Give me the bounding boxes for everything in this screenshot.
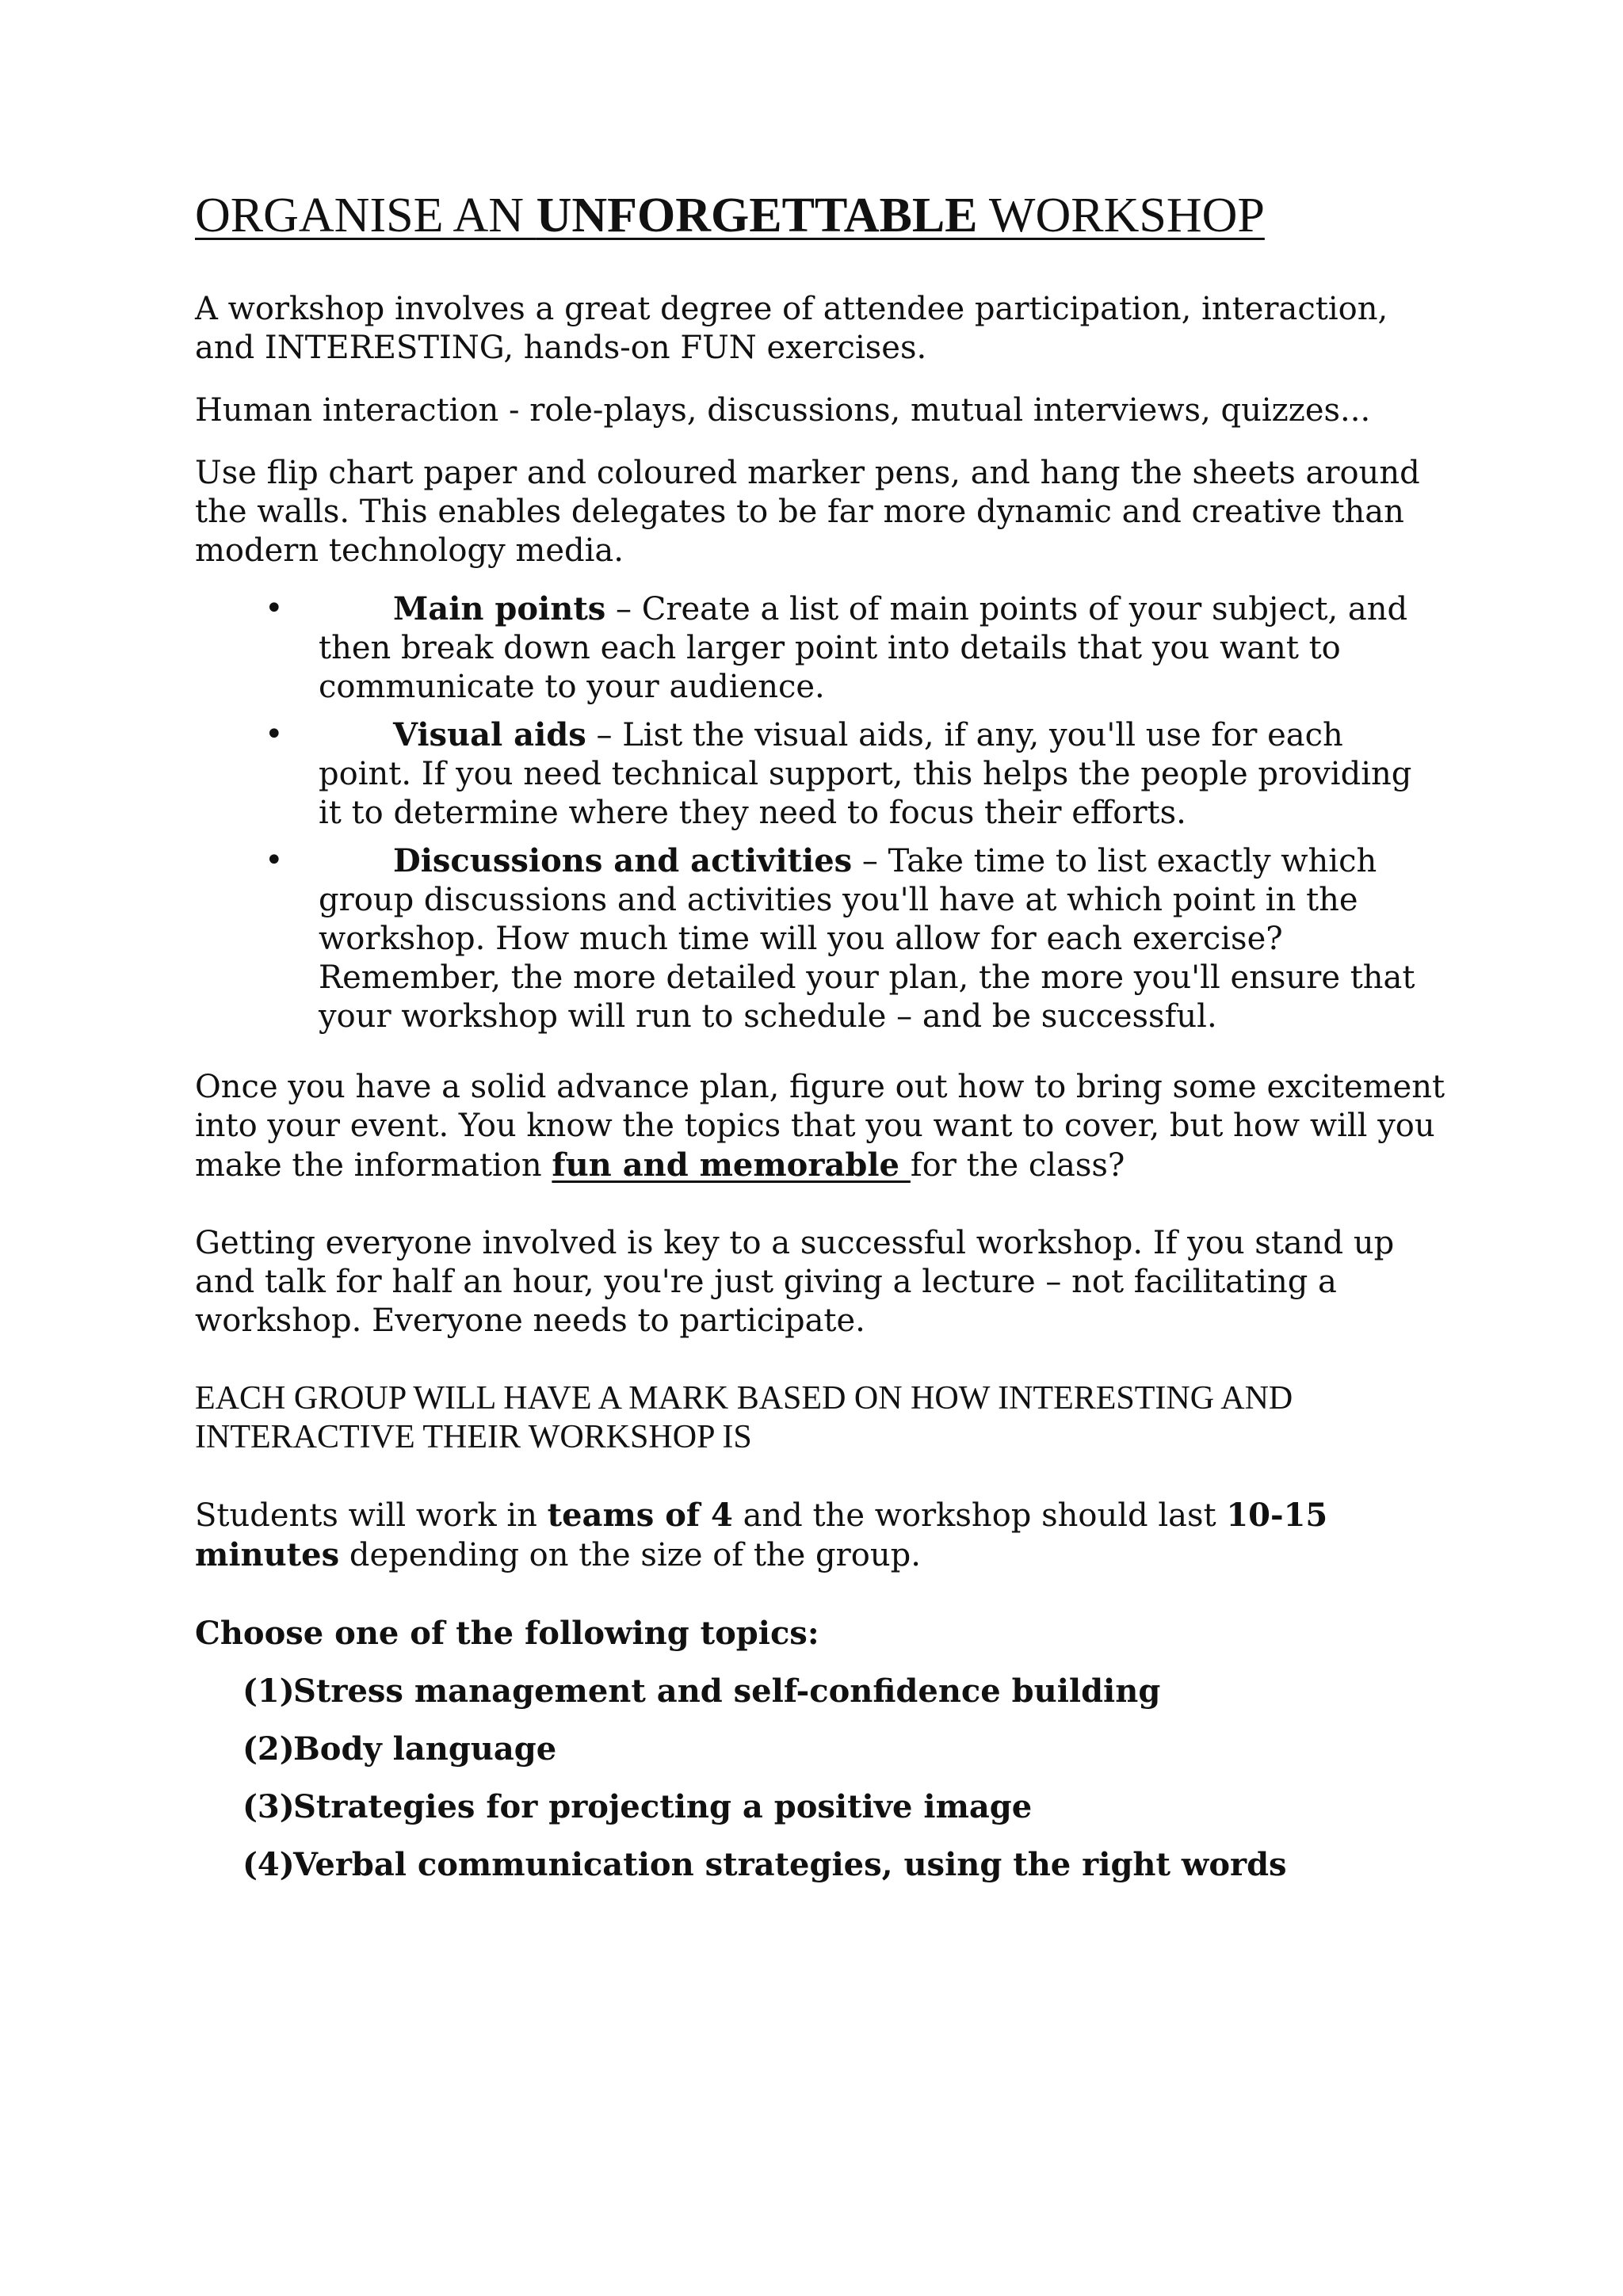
involvement-paragraph: Getting everyone involved is key to a successful workshop. If you stand up and talk for half an hour, you're just giving a lecture – not facilitating a workshop. Everyone needs to participate. (195, 1225, 1395, 1340)
bullet-text: – Create a list of main points of your subject, and then break down each larger point into details that you want to communicate to your audience. (319, 591, 1408, 706)
bullet-item-visual-aids (265, 715, 1447, 833)
planning-bullet-list (195, 589, 1447, 1036)
bullet-term: Visual aids (393, 716, 586, 754)
topic-item (242, 1845, 1447, 1884)
page-title (195, 189, 1447, 242)
title-emphasis: UNFORGETTABLE (536, 189, 978, 242)
bullet-item-main-points (265, 589, 1447, 707)
teams-text-3: depending on the size of the group. (339, 1537, 921, 1574)
topic-label: Verbal communication strategies, using the right words (293, 1846, 1287, 1884)
human-interaction-paragraph: Human interaction - role-plays, discussions, mutual interviews, quizzes... (195, 392, 1371, 429)
plan-text-before: Once you have a solid advance plan, figure out how to bring some excitement into your event. You know the topics that you want to cover, but how will you make the information (195, 1069, 1445, 1184)
plan-paragraph (195, 1068, 1447, 1185)
plan-text-after: for the class? (910, 1147, 1125, 1184)
flip-chart-paragraph: Use flip chart paper and coloured marker pens, and hang the sheets around the walls. This enables delegates to be far more dynamic and creative than modern technology media. (195, 455, 1420, 570)
plan-emphasis: fun and memorable (552, 1146, 911, 1184)
bullet-icon: • (265, 590, 284, 627)
teams-text-1: Students will work in (195, 1497, 548, 1535)
title-part-2: WORKSHOP (977, 189, 1265, 242)
intro-paragraph: A workshop involves a great degree of attendee participation, interaction, and INTERESTING, hands-on FUN exercises. (195, 291, 1388, 367)
teams-size: teams of 4 (547, 1497, 733, 1535)
document-page (195, 189, 1447, 1884)
bullet-text: – List the visual aids, if any, you'll use for each point. If you need technical support, this helps the people providing it to determine where they need to focus their efforts. (319, 717, 1412, 832)
bullet-text: – Take time to list exactly which group discussions and activities you'll have at which point in the workshop. How much time will you allow for each exercise? Remember, the more detailed your plan, the more you'll ensure that your workshop will run to schedule – and be successful. (319, 843, 1415, 1035)
topic-item (242, 1730, 1447, 1768)
bullet-icon: • (265, 716, 284, 753)
topic-number: (4) (242, 1846, 295, 1884)
topic-label: Body language (293, 1730, 557, 1768)
bullet-item-discussions (265, 841, 1447, 1036)
teams-paragraph (195, 1496, 1447, 1575)
bullet-icon: • (265, 842, 284, 879)
topic-item (242, 1672, 1447, 1711)
marking-note: EACH GROUP WILL HAVE A MARK BASED ON HOW INTERESTING AND INTERACTIVE THEIR WORKSHOP IS (195, 1380, 1293, 1456)
topic-label: Stress management and self-confidence building (293, 1672, 1161, 1711)
topic-number: (3) (242, 1788, 295, 1826)
topic-list (195, 1672, 1447, 1884)
topic-item (242, 1787, 1447, 1826)
bullet-term: Discussions and activities (393, 842, 853, 880)
bullet-term: Main points (393, 590, 606, 628)
choose-topic-heading: Choose one of the following topics: (195, 1615, 819, 1653)
topic-number: (1) (242, 1672, 295, 1711)
topic-label: Strategies for projecting a positive image (293, 1788, 1033, 1826)
topic-number: (2) (242, 1730, 295, 1768)
workshop-duration: 10-15 minutes (195, 1497, 1328, 1574)
teams-text-2: and the workshop should last (732, 1497, 1227, 1535)
title-part-1: ORGANISE AN (195, 189, 537, 242)
